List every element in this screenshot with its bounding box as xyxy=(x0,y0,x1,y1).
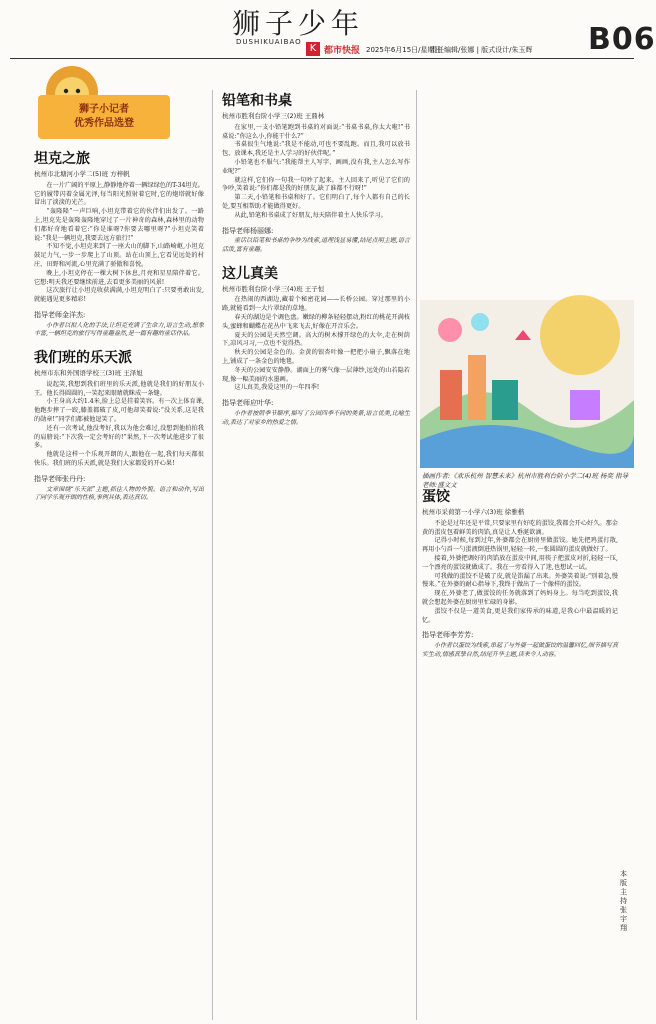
article-paragraph: 可我做的蛋饺不是破了皮,就是馅漏了出来。外婆笑着说:“别着急,慢慢来。”在外婆的耐心指导下,我终于做出了一个像样的蛋饺。 xyxy=(422,572,618,589)
article-paragraph: 现在,外婆老了,做蛋饺的任务就落到了妈妈身上。每当吃到蛋饺,我就会想起外婆在厨房里忙碌的身影。 xyxy=(422,590,618,606)
article-title: 铅笔和书桌 xyxy=(222,93,292,109)
article-paragraph: 晚上,小坦克停在一棵大树下休息,月亮和星星陪伴着它。它想:明天我还要继续前进,去看更多美丽的风景! xyxy=(34,269,204,286)
brand-logo-mark: K xyxy=(306,42,320,56)
article-pencil-desk xyxy=(222,92,410,427)
article-paragraph: 蛋饺不仅是一道美食,更是我们家传承的味道,是我心中最温暖的记忆。 xyxy=(422,607,618,624)
article-paragraph: 在家里,一支小铅笔跑到书桌的对面说:“书桌书桌,你太大啦!”书桌说:“你这么小,你能干什么?” xyxy=(222,123,410,140)
article-title: 蛋饺 xyxy=(422,489,450,505)
article-paragraph: 冬天的公园安安静静。湖面上的雾气像一层薄纱,远处的山若隐若现,像一幅美丽的水墨画。 xyxy=(222,366,410,383)
teacher-comment: 文章围绕“乐天派”主题,抓住人物的外貌、语言和动作,写出了同学乐观开朗的性格,事例具体,表达真切。 xyxy=(34,485,204,502)
article-paragraph: 从此,铅笔和书桌成了好朋友,每天陪伴着主人快乐学习。 xyxy=(234,211,387,219)
article-paragraph: 小王身高大约1.4米,脸上总是挂着笑容。有一次上体育课,他跑步摔了一跤,膝盖都破了皮,可他却笑着说:“没关系,这是我的勋章!”同学们都被他逗笑了。 xyxy=(34,398,204,423)
article-paragraph: 接着,外婆把调好的肉馅放在蛋皮中间,用筷子把蛋皮对折,轻轻一压,一个漂亮的蛋饺就做成了。我在一旁看得入了迷,也想试一试。 xyxy=(422,554,618,571)
article-title: 这儿真美 xyxy=(222,265,278,282)
teacher-comment-label: 指导老师金洋杰: xyxy=(34,310,86,319)
teacher-comment: 小作者按照季节顺序,描写了公园四季不同的美景,语言优美,比喻生动,表达了对家乡的热爱之情。 xyxy=(222,409,410,426)
article-paragraph: 记得小时候,每到过年,外婆都会在厨房里做蛋饺。她先把鸡蛋打散,再用小勺舀一勺蛋液倒进热锅里,轻轻一转,一张圆圆的蛋皮就做好了。 xyxy=(422,537,618,554)
article-title: 我们班的乐天派 xyxy=(34,349,132,366)
article-paragraph: 还有一次考试,他没考好,我以为他会难过,没想到他拍拍我的肩膀说:“下次我一定会考好的!”果然,下一次考试他进步了很多。 xyxy=(34,424,204,450)
article-paragraph: 在热闹的西湖边,藏着个秘密花园——长桥公园。穿过那里的小路,就能看到一大片翠绿的草地。 xyxy=(222,296,410,313)
article-paragraph: 这儿真美,我爱这里的一年四季! xyxy=(234,384,320,392)
column-divider xyxy=(212,90,213,1020)
teacher-comment-label: 指导老师杨丽娜: xyxy=(222,226,274,235)
banner-line-1: 狮子小记者 xyxy=(79,104,129,115)
article-paragraph: 这次旅行让小坦克收获满满,小坦克明白了:只要勇敢出发,就能遇见更多精彩! xyxy=(34,287,204,304)
article-paragraph: 秋天的公园是金色的。金黄的银杏叶像一把把小扇子,飘落在地上,铺成了一条金色的地毯。 xyxy=(222,349,410,365)
editors-credit: 责任编辑/张娜 | 版式设计/朱玉辉 xyxy=(430,46,533,54)
teacher-comment-label: 指导老师张丹丹: xyxy=(34,474,86,483)
section-subtitle: DUSHIKUAIBAO xyxy=(236,38,302,46)
teacher-comment: 小作者以蛋饺为线索,串起了与外婆一起做蛋饺的温馨回忆,细节描写真实生动,情感真挚自然,结尾升华主题,读来令人动容。 xyxy=(422,642,618,658)
banner-line-2: 优秀作品选登 xyxy=(74,118,134,129)
issue-date: 2025年6月15日/星期日 xyxy=(366,46,442,54)
article-paragraph: 说起笑,我想到我们班里的乐天派,他就是我们的好朋友小王。他长得圆圆的,一笑起来眼睛就眯成一条缝。 xyxy=(34,380,204,397)
painting-caption: 插画作者:《欢乐杭州 智慧未来》杭州市胜利台阶小学二(4)班 杨奕 指导老师:盛文文 xyxy=(422,472,629,489)
article-paragraph: “轰隆隆”一声巨响,小坦克带着它的伙伴们出发了。一路上,坦克先是轰隆轰隆地穿过了一片神奇的森林,森林里的动物们都好奇地看着它:“你是谁呀?你要去哪里呀?”小坦克笑着说:“我是一辆坦克,我要去远方旅行!” xyxy=(34,208,204,242)
teacher-comment: 小作者以拟人化的手法,让坦克充满了生命力,语言生动,想象丰富,一辆坦克的旅行写得童趣盎然,是一篇有趣的童话作品。 xyxy=(34,321,204,338)
page-number: B06 xyxy=(588,22,656,57)
article-paragraph: 他就是这样一个乐观开朗的人,跟他在一起,我们每天都很快乐。我们班的乐天派,就是我们大家都爱的开心果! xyxy=(34,451,204,467)
article-paragraph: 夏天的公园是天然空调。高大的树木撑开绿色的大伞,走在树荫下,凉风习习,一点也不觉得热。 xyxy=(222,331,410,348)
article-paragraph: 春天的湖边是个调色盘。嫩绿的柳条轻轻摆动,粉红的桃花开满枝头,蜜蜂和蝴蝶在花丛中飞来飞去,好像在开音乐会。 xyxy=(222,313,410,330)
article-byline: 杭州市东和外国语学校三(3)班 王泽旭 xyxy=(34,368,143,377)
article-paragraph: 第二天,小铅笔和书桌和好了。它们明白了,每个人都有自己的长处,要互相帮助才能做得更好。 xyxy=(222,194,410,210)
column-banner xyxy=(38,95,170,139)
article-byline: 杭州市北塘河小学二(5)班 方梓帆 xyxy=(34,170,130,178)
article-paragraph: 书桌很生气地说:“我是不能动,可也不要乱跑。而且,我可以放书包、放课本,我还是主人学习的好伙伴呢。” xyxy=(222,141,410,158)
teacher-comment: 童话以铅笔和书桌的争吵为线索,道理浅显易懂,结尾点明主题,语言活泼,富有童趣。 xyxy=(222,237,410,253)
childrens-painting xyxy=(420,300,634,468)
masthead-rule xyxy=(10,58,634,59)
article-byline: 杭州市胜利台阶小学三(2)班 王鼎林 xyxy=(222,112,325,120)
column-divider xyxy=(416,90,417,1020)
article-paragraph: 不论是过年还是平常,只要家里有好吃的蛋饺,我都会开心好久。那金黄的蛋皮包着鲜美的肉馅,真是让人垂涎欲滴。 xyxy=(422,519,618,536)
section-title: 狮子少年 xyxy=(232,7,365,40)
teacher-comment-label: 指导老师应叶华: xyxy=(222,399,274,408)
page-host-credit: 本版主持 张宇翔 xyxy=(620,870,627,932)
article-tank-journey xyxy=(34,150,204,503)
article-paragraph: 就这样,它们你一句我一句吵了起来。主人回来了,听见了它们的争吵,笑着说:“你们都是我的好朋友,缺了谁都不行呀!” xyxy=(222,176,410,193)
teacher-comment-label: 指导老师李芳芳: xyxy=(422,631,474,640)
article-title: 坦克之旅 xyxy=(34,151,90,167)
article-paragraph: 在一片广阔的平原上,静静地停着一辆绿绿色的T-34坦克。它的履带闪着金属光泽,每当阳光照射着它时,它的炮塔就好像冒出了淡淡的光芒。 xyxy=(34,181,204,207)
article-byline: 杭州市采荷第一小学六(3)班 徐雅楷 xyxy=(422,508,525,516)
article-byline: 杭州市胜利台阶小学三(4)班 王子恒 xyxy=(222,284,325,293)
brand-name: 都市快报 xyxy=(324,46,361,56)
article-paragraph: 不知不觉,小坦克来到了一座大山的脚下,山路崎岖,小坦克鼓足力气,一步一步爬上了山顶。站在山顶上,它看见远处的村庄、田野和河流,心里充满了骄傲和喜悦。 xyxy=(34,243,204,268)
article-paragraph: 小铅笔也不服气:“我能帮主人写字、画画,没有我,主人怎么写作业呢?” xyxy=(222,158,410,175)
article-egg-dumpling xyxy=(422,488,618,659)
